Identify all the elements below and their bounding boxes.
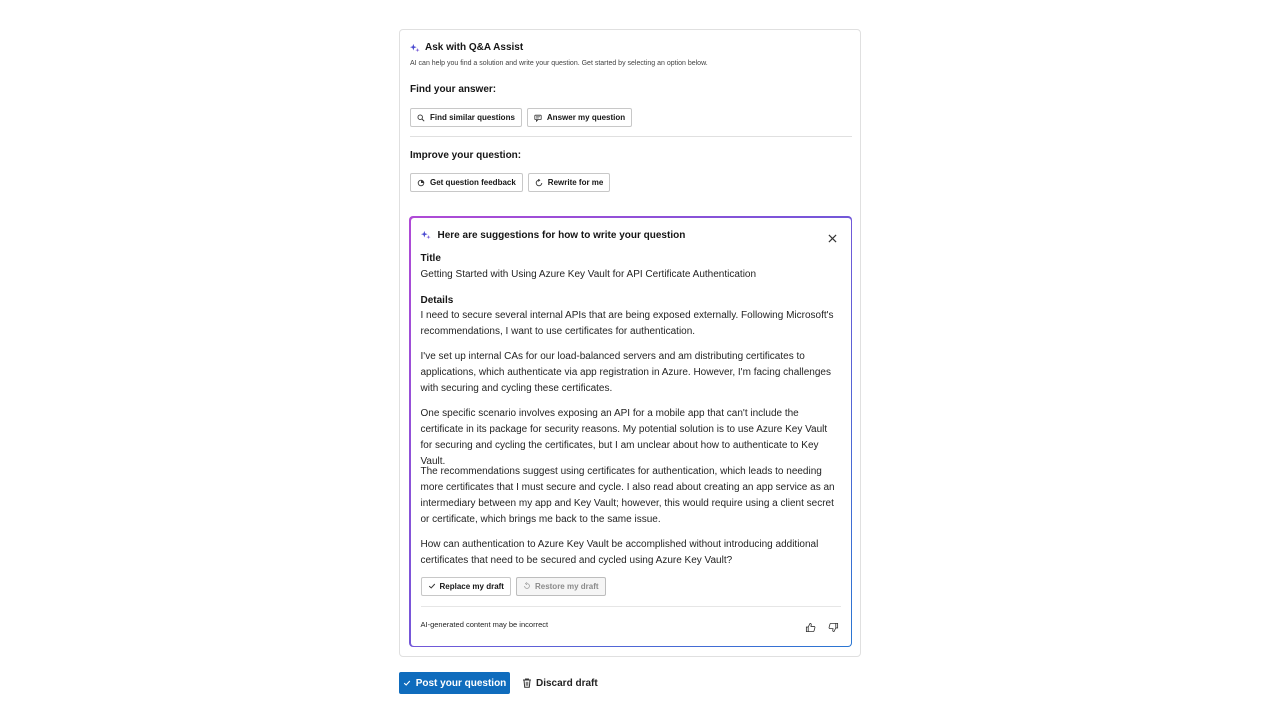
assist-title: Ask with Q&A Assist [425, 42, 524, 53]
post-your-question-button[interactable] [399, 672, 510, 694]
ai-disclaimer: AI-generated content may be incorrect [420, 619, 549, 629]
feedback-icon [417, 179, 425, 187]
restore-my-draft-button[interactable] [516, 577, 606, 596]
details-paragraph: The recommendations suggest using certificates for authentication, which leads to needing more certificates that I must secure and cycle. I also read about creating an app service as an intermediary between my app and Key Vault; however, this would require using a client secret or certificate, which brings me back to the same issue. [420, 465, 835, 525]
find-similar-questions-button[interactable] [410, 108, 522, 127]
suggestion-divider [421, 606, 841, 607]
get-question-feedback-button[interactable] [410, 173, 523, 192]
title-label: Title [420, 252, 441, 264]
suggestion-card [409, 216, 852, 647]
find-heading: Find your answer: [410, 84, 497, 95]
get-question-feedback-label: Get question feedback [430, 178, 516, 187]
improve-heading: Improve your question: [410, 150, 522, 161]
sparkle-icon [421, 230, 431, 240]
chat-icon [534, 114, 542, 122]
post-your-question-label: Post your question [415, 677, 507, 689]
suggested-title: Getting Started with Using Azure Key Vault for API Certificate Authentication [420, 268, 757, 280]
qa-assist-panel [399, 29, 861, 657]
details-paragraph: How can authentication to Azure Key Vault be accomplished without introducing additional certificates that need to be secured and cycled using Azure Key Vault? [420, 538, 819, 566]
find-button-row [410, 108, 632, 127]
suggestion-actions [421, 577, 606, 596]
suggestion-heading: Here are suggestions for how to write your question [437, 229, 686, 241]
assist-header [410, 42, 523, 53]
replace-my-draft-label: Replace my draft [439, 581, 504, 591]
discard-draft-button[interactable] [522, 674, 598, 692]
trash-icon [522, 678, 532, 688]
refresh-icon [535, 179, 543, 187]
close-icon[interactable] [828, 234, 837, 243]
check-icon [403, 679, 411, 687]
sparkle-icon [410, 43, 420, 53]
restore-my-draft-label: Restore my draft [534, 581, 599, 591]
feedback-thumbs [805, 622, 839, 633]
details-paragraph: I've set up internal CAs for our load-balanced servers and am distributing certificates to applications, which authenticate via app registration in Azure. However, I'm facing challenges with securing and cycling these certificates. [420, 350, 831, 394]
answer-my-question-button[interactable] [527, 108, 632, 127]
undo-icon [523, 582, 531, 590]
discard-draft-label: Discard draft [536, 677, 598, 689]
details-paragraph: One specific scenario involves exposing an API for a mobile app that can't include the certificate in its package for security reasons. My potential solution is to use Azure Key Vault for securing and cycling the certificates, but I am unclear about how to authenticate to Key Vault. [420, 407, 828, 467]
search-icon [417, 114, 425, 122]
thumbs-down-icon[interactable] [828, 622, 839, 633]
section-divider [410, 136, 852, 137]
assist-subtitle: AI can help you find a solution and write your question. Get started by selecting an option below. [410, 60, 708, 67]
rewrite-for-me-button[interactable] [528, 173, 611, 192]
suggestion-header [421, 230, 686, 241]
check-icon [428, 582, 436, 590]
details-paragraph: I need to secure several internal APIs that are being exposed externally. Following Microsoft's recommendations, I want to use certificates for authentication. [420, 309, 834, 337]
answer-my-question-label: Answer my question [546, 113, 626, 122]
replace-my-draft-button[interactable] [421, 577, 511, 596]
thumbs-up-icon[interactable] [805, 622, 816, 633]
rewrite-for-me-label: Rewrite for me [547, 178, 604, 187]
details-label: Details [420, 294, 454, 306]
find-similar-label: Find similar questions [430, 113, 515, 122]
improve-button-row [410, 173, 610, 192]
